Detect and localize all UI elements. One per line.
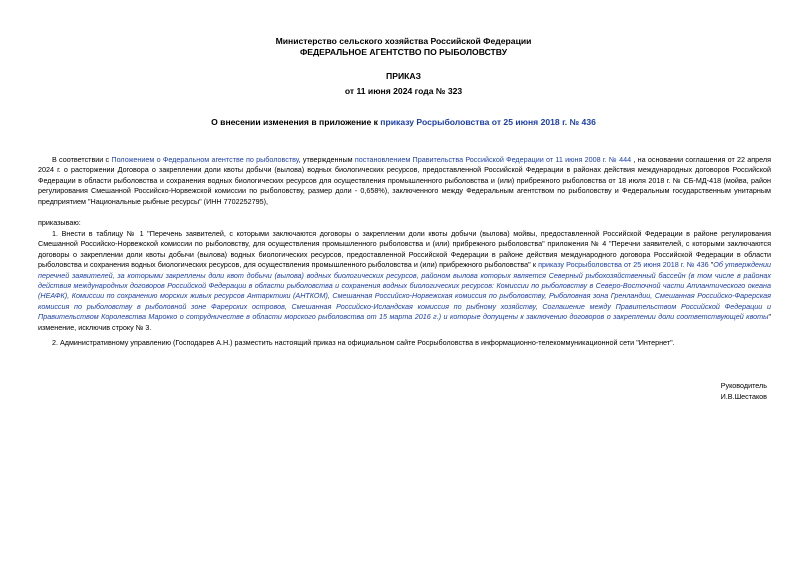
government-decree-link[interactable]: постановлением Правительства Российской Федерации от 11 июня 2008 г. № 444 <box>354 155 632 164</box>
ministry-name: Министерство сельского хозяйства Российской Федерации <box>275 36 532 46</box>
item-1-order-link[interactable]: приказу Росрыболовства от 25 июня 2018 г. № 436 <box>538 260 709 270</box>
signature-name: И.В.Шестаков <box>720 392 767 401</box>
preamble-text-3: , на основании соглашения от 22 апреля 2024 г. о расторжении Договора о закреплении доли квоты добычи (вылова) водных биологических ресурсов, предоставленной Российской Федерации в районах действия международных договоров Российской Федерации в области рыболовства и сохранения водных биологических ресурсов для осуществления промышленного рыболовства и (или) прибрежного рыболовства от 18 июля 2018 г. № СБ-МД-418 (мойва, район регулирования Смешанной Российско-Норвежской комиссии по рыболовству, размер доли - 0,658%), заключенного между Федеральным агентством по рыболовству и Федеральным государственным унитарным предприятием "Национальные рыбные ресурсы" (ИНН 7702252795), <box>38 155 771 206</box>
item-2-paragraph: 2. Административному управлению (Господарев А.Н.) разместить настоящий приказ на официальном сайте Росрыболовства в информационно-телекоммуникационной сети "Интернет". <box>52 338 675 347</box>
title-order-link[interactable]: приказу Росрыболовства от 25 июня 2018 г. № 436 <box>380 117 596 127</box>
order-word: приказываю: <box>38 218 81 227</box>
item-1-text-3: " изменение, исключив строку № 3. <box>38 312 771 332</box>
document-date-number: от 11 июня 2024 года № 323 <box>344 86 463 96</box>
document-type: ПРИКАЗ <box>386 71 421 81</box>
signature-position: Руководитель <box>720 381 767 390</box>
item-1-text-2: " <box>708 260 714 270</box>
item-1-text-1: 1. Внести в таблицу № 1 "Перечень заявителей, с которыми заключаются договоры о закреплении доли квоты добычи (вылова) мойвы, предоставленной Российской Федерации в районе регулирования Смешанной Российско-Норвежской комиссии по рыболовству, для осуществления промышленного рыболовства и (или) прибрежного рыболовства" приложения № 4 "Перечни заявителей, с которыми заключаются договоры о закреплении доли квоты добычи (вылова) водных биологических ресурсов, предоставленной Российской Федерации в районе действия международного договора Российской Федерации в области рыболовства и сохранения водных биологических ресурсов, для осуществления промышленного рыболовства и (или) прибрежного рыболовства" к <box>38 229 771 270</box>
regulation-link[interactable]: Положением о Федеральном агентстве по рыболовству <box>111 155 299 164</box>
preamble-paragraph <box>38 155 771 207</box>
agency-name: ФЕДЕРАЛЬНОЕ АГЕНТСТВО ПО РЫБОЛОВСТВУ <box>299 47 508 57</box>
preamble-text-2: , утвержденным <box>298 155 355 164</box>
preamble-text-1: В соответствии с <box>52 155 112 164</box>
item-1-paragraph <box>38 229 771 333</box>
document-title <box>0 117 807 128</box>
item-1-order-title-link[interactable]: Об утверждении перечней заявителей, за которыми закреплены доли квот добычи (вылова) водных биологических ресурсов, районом вылова которых является Северный рыбохозяйственный бассейн (в том числе в районах действия международных договоров Российской Федерации в области рыболовства и сохранения водных биологических ресурсов: Комиссии по рыболовству в Северо-Восточной части Атлантического океана (НЕАФК), Комиссии по сохранению морских живых ресурсов Антарктики (АНТКОМ), Смешанная Российско-Норвежская комиссия по рыболовству, Рыболовная зона Гренландии, Смешанная Российско-Фарерская комиссия по рыболовству в рыболовной зоне Фарерских островов, Смешанная Российско-Исландская комиссия по рыбному хозяйству, Соглашение между Правительством Российской Федерации и Правительством Королевства Марокко о сотрудничестве в области морского рыболовства от 15 марта 2016 г.) и которые допущены к заключению договоров о закреплении доли соответствующей квоты <box>38 260 771 322</box>
title-text: О внесении изменения в приложение к <box>211 117 381 127</box>
